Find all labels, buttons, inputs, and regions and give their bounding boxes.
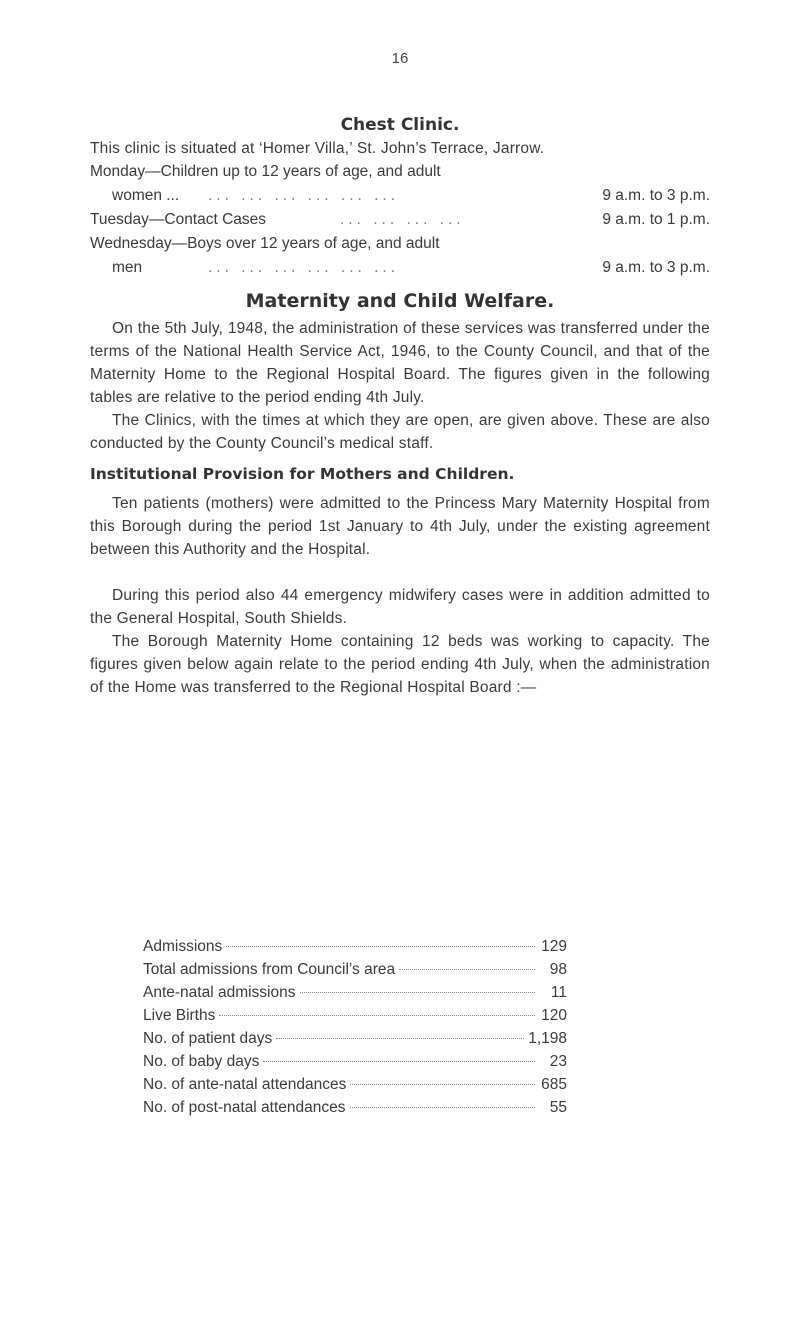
stat-label: Admissions [143,938,223,955]
chest-clinic-intro: This clinic is situated at ‘Homer Villa,’ St. John’s Terrace, Jarrow. [90,140,545,157]
stat-row [143,1030,567,1053]
schedule-wednesday-line2: men [112,259,143,276]
schedule-wednesday-line1: Wednesday—Boys over 12 years of age, and adult [90,235,440,252]
stat-label: No. of patient days [143,1030,273,1047]
maternity-home-statistics [143,938,567,1122]
stat-label: No. of ante-natal attendances [143,1076,347,1093]
stat-label: Live Births [143,1007,216,1024]
stat-label: No. of baby days [143,1053,260,1070]
schedule-monday-time: 9 a.m. to 3 p.m. [602,187,710,204]
stat-value: 685 [541,1076,567,1093]
schedule-monday-line1: Monday—Children up to 12 years of age, and adult [90,163,441,180]
stat-label: Total admissions from Council’s area [143,961,396,978]
stat-value: 120 [541,1007,567,1024]
institutional-heading: Institutional Provision for Mothers and Children. [90,465,515,483]
institutional-paragraph-2: During this period also 44 emergency midwifery cases were in addition admitted to the General Hospital, South Shields. [90,587,710,627]
maternity-paragraph-1: On the 5th July, 1948, the administration of these services was transferred under the terms of the National Health Service Act, 1946, to the County Council, and that of the Maternity Home to the Regional Hospital Board. The figures given in the following tables are relative to the period ending 4th July. [90,320,710,406]
institutional-paragraph-1: Ten patients (mothers) were admitted to the Princess Mary Maternity Hospital from this Borough during the period 1st January to 4th July, under the existing agreement between this Authority and the Hospital. [90,495,710,558]
schedule-tuesday-dots: ... ... ... ... [340,211,465,228]
stat-value: 11 [550,984,567,1001]
stat-value: 98 [549,961,567,978]
schedule-tuesday-line1: Tuesday—Contact Cases [90,211,267,228]
stat-row [143,1053,567,1076]
stat-row [143,1099,567,1122]
page-number: 16 [391,50,409,67]
schedule-wednesday-dots: ... ... ... ... ... ... [208,259,400,276]
schedule-monday-dots: ... ... ... ... ... ... [208,187,400,204]
schedule-wednesday-time: 9 a.m. to 3 p.m. [602,259,710,276]
stat-row [143,984,567,1007]
stat-value: 129 [541,938,567,955]
stat-value: 1,198 [528,1030,567,1047]
institutional-paragraph-3: The Borough Maternity Home containing 12 beds was working to capacity. The figures given below again relate to the period ending 4th July, when the administration of the Home was transferred to the Regional Hospital Board :— [90,633,710,696]
stat-value: 55 [549,1099,567,1116]
stat-label: Ante-natal admissions [143,984,296,1001]
maternity-heading: Maternity and Child Welfare. [245,290,555,312]
stat-label: No. of post-natal attendances [143,1099,346,1116]
stat-row [143,961,567,984]
stat-row [143,938,567,961]
maternity-paragraph-2: The Clinics, with the times at which they are open, are given above. These are also conducted by the County Council’s medical staff. [90,412,710,452]
stat-row [143,1076,567,1099]
stat-row [143,1007,567,1030]
schedule-monday-line2: women ... [112,187,180,204]
chest-clinic-heading: Chest Clinic. [340,115,460,135]
stat-value: 23 [549,1053,567,1070]
schedule-tuesday-time: 9 a.m. to 1 p.m. [602,211,710,228]
